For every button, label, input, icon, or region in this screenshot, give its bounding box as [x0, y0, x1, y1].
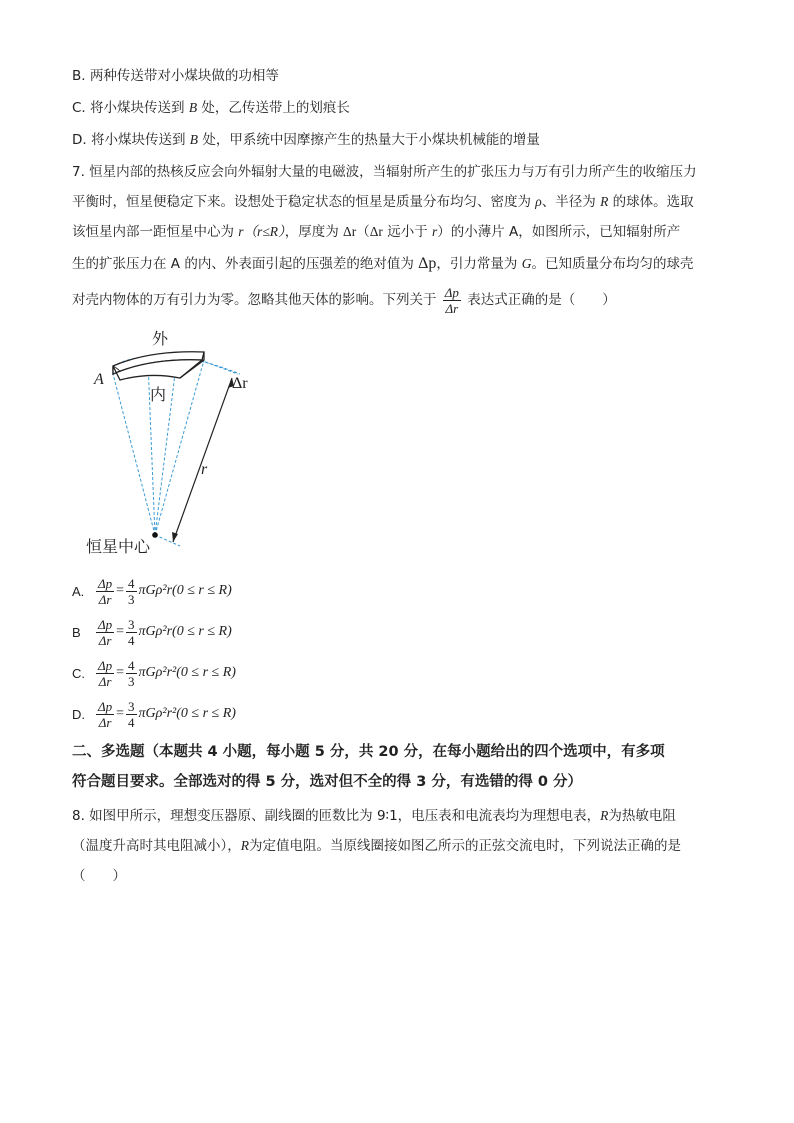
q8-stem-line-2: （温度升高时其电阻减小），R为定值电阻。当原线圈接如图乙所示的正弦交流电时，下列说法正确的是	[72, 838, 681, 854]
q7-stem-line-5: 对壳内物体的万有引力为零。忽略其他天体的影响。下列关于 $\frac{\Delta p}{\Delta r}$ 表达式正确的是（ ）	[72, 284, 616, 316]
q6-option-b: B. 两种传送带对小煤块做的功相等	[72, 68, 279, 84]
label-r: r	[201, 461, 208, 478]
q7-stem-line-1: 7. 恒星内部的热核反应会向外辐射大量的电磁波，当辐射所产生的扩张压力与万有引力所产生的收缩压力	[72, 164, 697, 180]
label-outer: 外	[152, 329, 169, 348]
label-a: A	[94, 371, 104, 388]
section-2-heading-line-1: 二、多选题（本题共 4 小题，每小题 5 分，共 20 分，在每小题给出的四个选项中，有多项	[72, 744, 665, 760]
label-dr: Δr	[232, 375, 248, 392]
star-slice-diagram	[80, 322, 280, 562]
q7-choice-b: B $\frac{\Delta p}{\Delta r}$ = $\frac{3}{4}$ πGρ²r(0 ≤ r ≤ R)	[72, 616, 232, 648]
r-arrowhead-bottom	[172, 532, 178, 542]
r-arrow	[173, 378, 232, 542]
q7-choice-c: C. $\frac{\Delta p}{\Delta r}$ = $\frac{4}{3}$ πGρ²r²(0 ≤ r ≤ R)	[72, 657, 236, 689]
label-center: 恒星中心	[86, 537, 151, 556]
q7-stem-line-2: 平衡时，恒星便稳定下来。设想处于稳定状态的恒星是质量分布均匀、密度为 ρ、半径为 R 的球体。选取	[72, 194, 694, 210]
q7-choice-d: D. $\frac{\Delta p}{\Delta r}$ = $\frac{3}{4}$ πGρ²r²(0 ≤ r ≤ R)	[72, 698, 236, 730]
q8-stem-line-1: 8. 如图甲所示，理想变压器原、副线圈的匝数比为 9∶1，电压表和电流表均为理想电表，R为热敏电阻	[72, 808, 676, 824]
q7-stem-line-4: 生的扩张压力在 A 的内、外表面引起的压强差的绝对值为 Δp，引力常量为 G。已知质量分布均匀的球壳	[72, 255, 694, 272]
q7-choice-a: A. $\frac{\Delta p}{\Delta r}$ = $\frac{4}{3}$ πGρ²r(0 ≤ r ≤ R)	[72, 575, 232, 607]
q6-option-d: D. 将小煤块传送到 B 处，甲系统中因摩擦产生的热量大于小煤块机械能的增量	[72, 132, 540, 148]
label-inner: 内	[150, 385, 167, 404]
dr-guide-1	[200, 360, 238, 374]
section-2-heading-line-2: 符合题目要求。全部选对的得 5 分，选对但不全的得 3 分，有选错的得 0 分）	[72, 774, 583, 790]
q7-stem-line-3: 该恒星内部一距恒星中心为 r（r≤R），厚度为 Δr（Δr 远小于 r）的小薄片 A，如图所示，已知辐射所产	[72, 224, 681, 240]
q8-stem-line-3: （ ）	[72, 868, 126, 884]
stem-fraction: $\frac{\Delta p}{\Delta r}$	[444, 284, 459, 316]
star-center-dot	[152, 532, 158, 538]
radial-line-1	[113, 374, 155, 535]
q6-option-c: C. 将小煤块传送到 B 处，乙传送带上的划痕长	[72, 100, 350, 116]
